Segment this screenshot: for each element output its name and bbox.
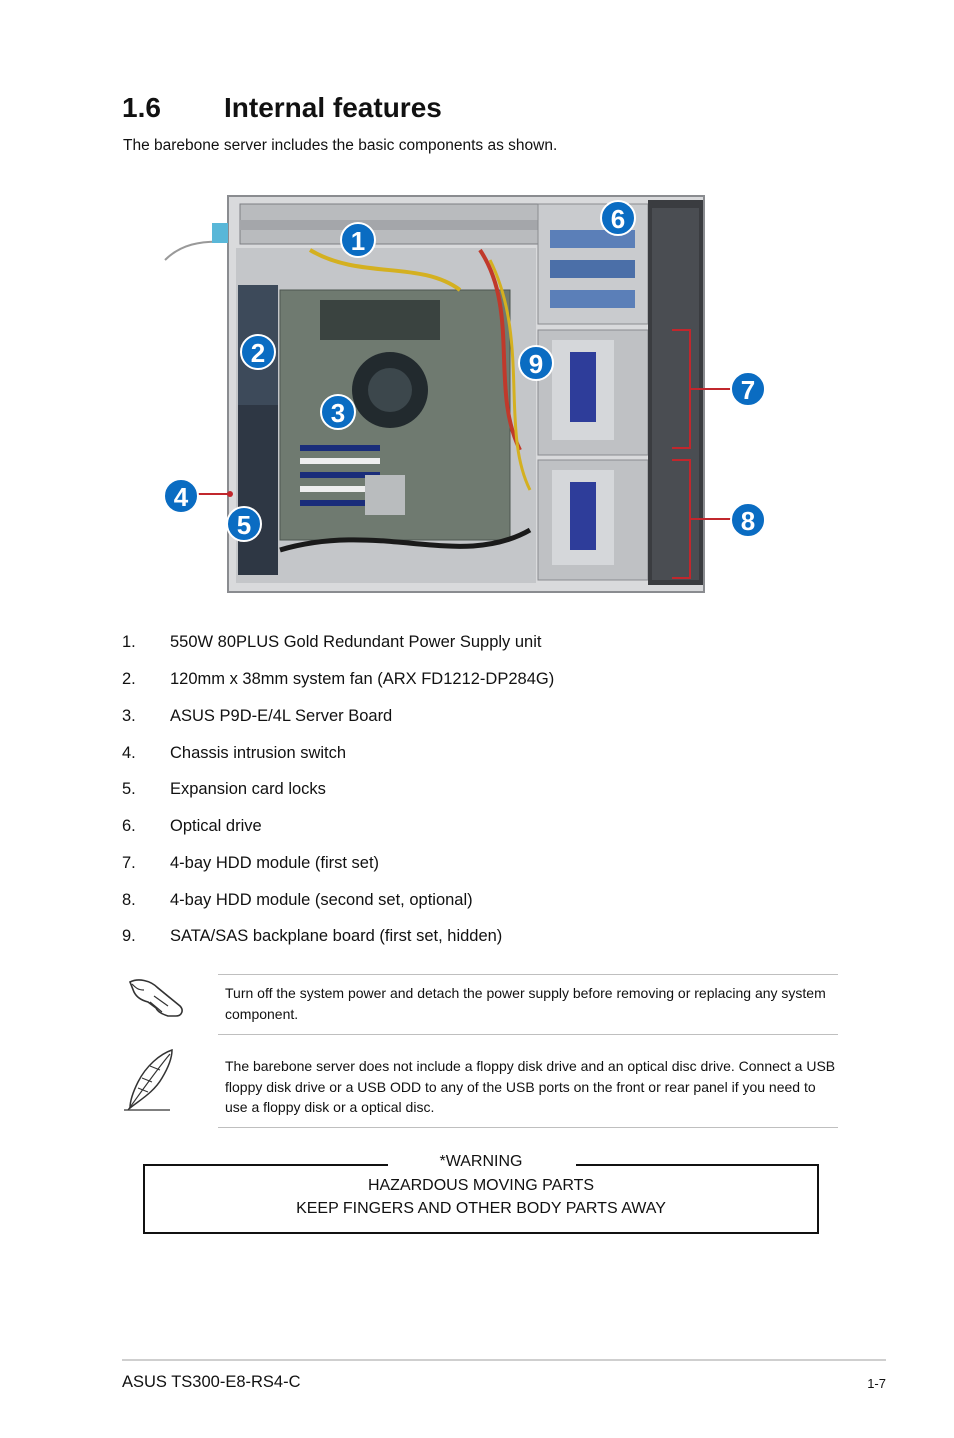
hand-warning-icon bbox=[128, 976, 186, 1020]
callout-7 bbox=[731, 372, 765, 406]
heatsink bbox=[365, 475, 405, 515]
warning-box bbox=[143, 1164, 819, 1234]
callout-9-label: 9 bbox=[528, 349, 544, 379]
note-divider bbox=[218, 1034, 838, 1035]
warning-line-2: KEEP FINGERS AND OTHER BODY PARTS AWAY bbox=[296, 1200, 666, 1217]
intro-text: The barebone server includes the basic components as shown. bbox=[123, 137, 558, 154]
callout-6-label: 6 bbox=[610, 204, 626, 234]
callout-5-label: 5 bbox=[236, 510, 252, 540]
callout-8 bbox=[731, 503, 765, 537]
server-internal-figure bbox=[160, 190, 770, 605]
callout-3 bbox=[321, 395, 355, 429]
callout-1-label: 1 bbox=[350, 226, 366, 256]
callout-9 bbox=[519, 346, 553, 380]
warning-note-text: Turn off the system power and detach the power supply before removing or replacing any system component. bbox=[225, 985, 826, 1022]
callout-2-label: 2 bbox=[250, 338, 266, 368]
note-divider bbox=[218, 974, 838, 975]
page-number: 1-7 bbox=[867, 1376, 886, 1391]
callout-3-label: 3 bbox=[330, 398, 346, 428]
footer-product: ASUS TS300-E8-RS4-C bbox=[122, 1373, 301, 1391]
footer-divider bbox=[122, 1359, 886, 1361]
callout-1 bbox=[341, 223, 375, 257]
callout-2 bbox=[241, 335, 275, 369]
callout-7-label: 7 bbox=[740, 375, 756, 405]
note-divider bbox=[218, 1127, 838, 1128]
callout-4-label: 4 bbox=[173, 482, 189, 512]
warning-line-1: HAZARDOUS MOVING PARTS bbox=[367, 1177, 595, 1194]
warning-title: *WARNING bbox=[439, 1153, 523, 1170]
callout-6 bbox=[601, 201, 635, 235]
callout-4 bbox=[164, 479, 198, 513]
section-title: Internal features bbox=[224, 92, 442, 123]
info-note-text: The barebone server does not include a floppy disk drive and an optical disc drive. Connect a USB floppy disk drive or a USB ODD to any of the USB ports on the front or rear panel if you need to use a floppy disk or a optical disc. bbox=[225, 1058, 836, 1115]
callout-8-label: 8 bbox=[740, 506, 756, 536]
feather-note-icon bbox=[120, 1048, 176, 1114]
callout-5 bbox=[227, 507, 261, 541]
section-number: 1.6 bbox=[122, 92, 161, 123]
